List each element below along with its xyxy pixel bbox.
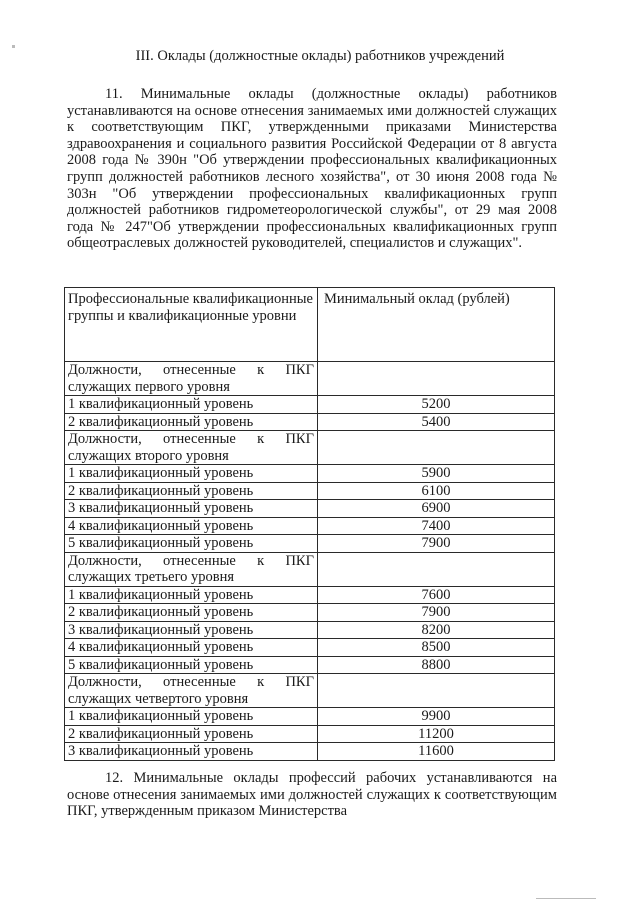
salary-value-cell: 11200 [318, 725, 555, 743]
group-row [65, 674, 555, 708]
level-label-cell: 5 квалификационный уровень [65, 535, 318, 553]
level-label-cell: 1 квалификационный уровень [65, 465, 318, 483]
header-salary-cell: Минимальный оклад (рублей) [318, 288, 555, 362]
group-empty-cell [318, 552, 555, 586]
salary-value-cell: 6100 [318, 482, 555, 500]
level-label-cell: 1 квалификационный уровень [65, 586, 318, 604]
salary-value-cell: 7600 [318, 586, 555, 604]
level-row [65, 465, 555, 483]
level-label-cell: 2 квалификационный уровень [65, 725, 318, 743]
level-row [65, 621, 555, 639]
level-row [65, 413, 555, 431]
level-row [65, 656, 555, 674]
group-row [65, 362, 555, 396]
group-row [65, 431, 555, 465]
level-label-cell: 2 квалификационный уровень [65, 604, 318, 622]
scan-artifact [12, 45, 15, 48]
salary-value-cell: 5400 [318, 413, 555, 431]
paragraph-11 [67, 86, 557, 252]
group-title-cell: Должности, отнесенные к ПКГ служащих третьего уровня [65, 552, 318, 586]
salary-table [64, 287, 555, 761]
salary-value-cell: 8500 [318, 639, 555, 657]
paragraph-11-text: 11. Минимальные оклады (должностные оклады) работников устанавливаются на основе отнесения занимаемых ими должностей служащих к соответствующим ПКГ, утвержденными приказами Министерства здравоохранения и социального развития Российской Федерации от 8 августа 2008 года № 390н "Об утверждении профессиональных квалификационных групп должностей работников лесного хозяйства", от 30 июня 2008 года № 303н "Об утверждении профессиональных квалификационных групп должностей работников гидрометеорологической службы", от 29 мая 2008 года № 247"Об утверждении профессиональных квалификационных групп общеотраслевых должностей руководителей, специалистов и служащих". [67, 86, 557, 252]
salary-table-body [65, 288, 555, 761]
group-title-cell: Должности, отнесенные к ПКГ служащих четвертого уровня [65, 674, 318, 708]
group-title-cell: Должности, отнесенные к ПКГ служащих второго уровня [65, 431, 318, 465]
group-empty-cell [318, 362, 555, 396]
section-title: III. Оклады (должностные оклады) работников учреждений [135, 48, 505, 64]
salary-value-cell: 11600 [318, 743, 555, 761]
level-row [65, 725, 555, 743]
level-row [65, 586, 555, 604]
paragraph-12 [67, 770, 557, 820]
level-row [65, 500, 555, 518]
salary-value-cell: 8200 [318, 621, 555, 639]
level-label-cell: 3 квалификационный уровень [65, 621, 318, 639]
level-label-cell: 2 квалификационный уровень [65, 413, 318, 431]
salary-value-cell: 9900 [318, 708, 555, 726]
salary-value-cell: 8800 [318, 656, 555, 674]
table-header-row [65, 288, 555, 362]
level-row [65, 517, 555, 535]
level-row [65, 604, 555, 622]
level-label-cell: 4 квалификационный уровень [65, 517, 318, 535]
group-row [65, 552, 555, 586]
salary-value-cell: 7900 [318, 535, 555, 553]
level-row [65, 535, 555, 553]
level-label-cell: 5 квалификационный уровень [65, 656, 318, 674]
salary-value-cell: 6900 [318, 500, 555, 518]
paragraph-12-text: 12. Минимальные оклады профессий рабочих устанавливаются на основе отнесения занимаемых ими должностей служащих к соответствующим ПКГ, утвержденным приказом Министерства [67, 770, 557, 820]
level-row [65, 396, 555, 414]
level-row [65, 482, 555, 500]
level-row [65, 639, 555, 657]
scan-artifact [536, 898, 596, 899]
salary-value-cell: 7900 [318, 604, 555, 622]
salary-value-cell: 7400 [318, 517, 555, 535]
level-label-cell: 1 квалификационный уровень [65, 396, 318, 414]
group-empty-cell [318, 674, 555, 708]
level-row [65, 708, 555, 726]
salary-value-cell: 5900 [318, 465, 555, 483]
level-label-cell: 3 квалификационный уровень [65, 500, 318, 518]
level-row [65, 743, 555, 761]
salary-value-cell: 5200 [318, 396, 555, 414]
level-label-cell: 3 квалификационный уровень [65, 743, 318, 761]
group-title-cell: Должности, отнесенные к ПКГ служащих первого уровня [65, 362, 318, 396]
level-label-cell: 2 квалификационный уровень [65, 482, 318, 500]
group-empty-cell [318, 431, 555, 465]
level-label-cell: 1 квалификационный уровень [65, 708, 318, 726]
header-groups-cell: Профессиональные квалификационные группы и квалификационные уровни [65, 288, 318, 362]
level-label-cell: 4 квалификационный уровень [65, 639, 318, 657]
